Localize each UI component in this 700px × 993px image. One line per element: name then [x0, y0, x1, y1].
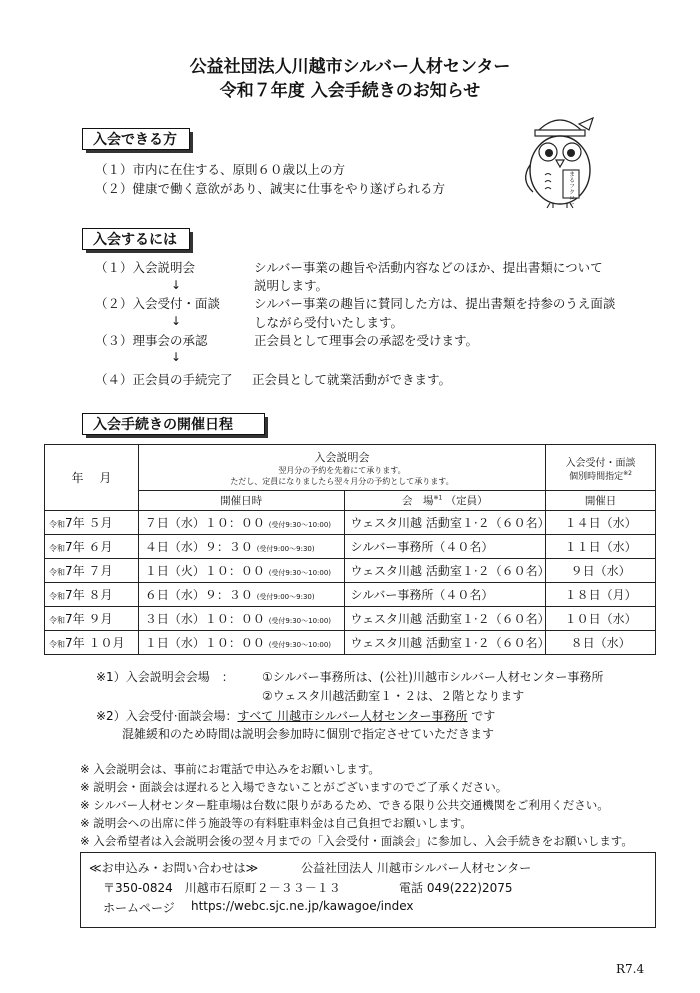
- row-reception-time: (受付9:30～10:00): [268, 617, 332, 625]
- row-date: ７日（水）１０：００: [144, 516, 265, 530]
- row-venue: ウェスタ川越 活動室１·２（６０名）: [344, 511, 546, 535]
- row-year-month: [45, 631, 139, 655]
- step-3-desc: 正会員として理事会の承認を受けます。: [254, 333, 479, 348]
- row-ym-value: 7年 １０月: [65, 636, 125, 650]
- footnote-1-line-2: ②ウェスタ川越活動室１・２は、２階となります: [262, 689, 525, 703]
- step-4-label: （４）正会員の手続完了: [95, 372, 233, 387]
- row-year-month: [45, 559, 139, 583]
- section-heading-schedule: 入会手続きの開催日程: [82, 413, 265, 435]
- contact-homepage-label: ホームページ: [103, 901, 175, 915]
- row-date: ６日（水）９：３０: [144, 588, 253, 602]
- row-year-month: [45, 583, 139, 607]
- schedule-table: [44, 444, 656, 655]
- header-briefing-note-2: ただし、定員になりましたら翌々月分の予約として承ります。: [230, 476, 454, 486]
- row-interview-date: １８日（月）: [546, 583, 656, 607]
- footnote-2-underlined: すべて 川越市シルバー人材センター事務所: [237, 709, 468, 723]
- row-era: 令和: [49, 640, 65, 649]
- header-briefing-note-1: 翌月分の予約を先着にて承ります。: [278, 465, 406, 475]
- table-row: [45, 583, 656, 607]
- row-date: ４日（水）９：３０: [144, 540, 253, 554]
- subheader-datetime: 開催日時: [138, 491, 344, 511]
- row-interview-date: ８日（水）: [546, 631, 656, 655]
- header-reception-sub: 個別時間指定: [569, 471, 624, 482]
- contact-phone: 電話 049(222)2075: [399, 881, 513, 895]
- organization-title: 公益社団法人川越市シルバー人材センター: [189, 57, 511, 77]
- section-heading-eligible: 入会できる方: [82, 128, 190, 150]
- subheader-date: 開催日: [546, 491, 656, 511]
- footnote-2: [96, 707, 495, 724]
- table-row: [45, 535, 656, 559]
- row-reception-time: (受付9:30～10:00): [268, 641, 332, 649]
- step-1-desc: シルバー事業の趣旨や活動内容などのほか、提出書類について: [254, 260, 603, 275]
- row-venue: ウェスタ川越 活動室１·２（６０名）: [344, 631, 546, 655]
- footnote-2-line-2: 混雑緩和のため時間は説明会参加時に個別で指定させていただきます: [122, 727, 495, 741]
- row-interview-date: １０日（水）: [546, 607, 656, 631]
- row-year-month: [45, 511, 139, 535]
- step-1-label: （１）入会説明会: [95, 260, 196, 275]
- header-briefing: [138, 445, 545, 491]
- row-date: １日（水）１０：００: [144, 636, 265, 650]
- step-3-label: （３）理事会の承認: [95, 333, 208, 348]
- table-row: [45, 559, 656, 583]
- contact-box: [80, 852, 656, 928]
- subheader-venue: [344, 491, 546, 511]
- step-2-desc-cont: しながら受付いたします。: [254, 315, 404, 330]
- contact-homepage-link[interactable]: https://webc.sjc.ne.jp/kawagoe/index: [191, 899, 414, 913]
- note-5: ※ 入会希望者は入会説明会後の翌々月までの「入会受付・面談会」に参加し、入会手続きをお願いします。: [80, 834, 633, 848]
- row-era: 令和: [49, 616, 65, 625]
- document-code: R7.4: [616, 962, 645, 976]
- footnote-1-label: ※1）入会説明会会場 ：: [96, 670, 234, 684]
- row-ym-value: 7年 ５月: [65, 516, 113, 530]
- row-reception-time: (受付9:00～9:30): [256, 593, 315, 601]
- row-ym-value: 7年 ９月: [65, 612, 113, 626]
- row-datetime: [138, 559, 344, 583]
- subheader-venue-capacity: （定員）: [445, 495, 488, 507]
- note-3: ※ シルバー人材センター駐車場は台数に限りがあるため、できる限り公共交通機関をご利用ください。: [80, 798, 609, 812]
- row-reception-time: (受付9:30～10:00): [268, 569, 332, 577]
- arrow-down-icon: ↓: [171, 314, 182, 328]
- eligible-item-2: （２）健康で働く意欲があり、誠実に仕事をやり遂げられる方: [95, 181, 446, 196]
- row-venue: ウェスタ川越 活動室１·２（６０名）: [344, 607, 546, 631]
- footnote-2-label: ※2）入会受付·面談会場：: [96, 709, 238, 723]
- footnote-2-tail: です: [467, 709, 496, 723]
- contact-label: ≪お申込み・お問い合わせは≫: [89, 861, 259, 875]
- row-datetime: [138, 607, 344, 631]
- row-date: ３日（水）１０：００: [144, 612, 265, 626]
- contact-org: 公益社団法人 川越市シルバー人材センター: [301, 861, 532, 875]
- table-row: [45, 631, 656, 655]
- subheader-venue-label: 会 場: [401, 495, 434, 507]
- owl-mascot-icon: [515, 110, 605, 210]
- page-title: 令和７年度 入会手続きのお知らせ: [219, 81, 481, 101]
- arrow-down-icon: ↓: [171, 278, 182, 292]
- footnote-mark-1: ※1: [433, 494, 443, 502]
- row-ym-value: 7年 ８月: [65, 588, 113, 602]
- row-venue: シルバー事務所（４０名）: [344, 583, 546, 607]
- row-reception-time: (受付9:30～10:00): [268, 521, 332, 529]
- footnote-1-line-1: ①シルバー事務所は、(公社)川越市シルバー人材センター事務所: [262, 670, 604, 684]
- header-reception-title: 入会受付・面談: [565, 457, 636, 469]
- row-interview-date: １４日（水）: [546, 511, 656, 535]
- step-1-desc-cont: 説明します。: [254, 278, 329, 293]
- row-ym-value: 7年 ７月: [65, 564, 113, 578]
- contact-address: 〒350-0824 川越市石原町２－３３－１３: [103, 881, 341, 895]
- row-datetime: [138, 511, 344, 535]
- row-venue: シルバー事務所（４０名）: [344, 535, 546, 559]
- step-2-label: （２）入会受付・面談: [95, 296, 221, 311]
- row-era: 令和: [49, 544, 65, 553]
- note-4: ※ 説明会への出席に伴う施設等の有料駐車料金は自己負担でお願いします。: [80, 816, 472, 830]
- section-heading-howto: 入会するには: [82, 228, 190, 250]
- row-datetime: [138, 583, 344, 607]
- row-venue: ウェスタ川越 活動室１·２（６０名）: [344, 559, 546, 583]
- step-4-desc: 正会員として就業活動ができます。: [252, 372, 452, 387]
- row-datetime: [138, 631, 344, 655]
- row-ym-value: 7年 ６月: [65, 540, 113, 554]
- header-reception: [546, 445, 656, 491]
- note-1: ※ 入会説明会は、事前にお電話で申込みをお願いします。: [80, 762, 380, 776]
- row-datetime: [138, 535, 344, 559]
- step-2-desc: シルバー事業の趣旨に賛同した方は、提出書類を持参のうえ面談: [254, 296, 616, 311]
- footnote-mark-2: ※2: [623, 469, 632, 477]
- arrow-down-icon: ↓: [171, 350, 182, 364]
- row-date: １日（火）１０：００: [144, 564, 265, 578]
- header-briefing-title: 入会説明会: [314, 450, 370, 464]
- row-interview-date: １１日（水）: [546, 535, 656, 559]
- row-interview-date: ９日（水）: [546, 559, 656, 583]
- row-era: 令和: [49, 568, 65, 577]
- row-reception-time: (受付9:00～9:30): [256, 545, 315, 553]
- row-era: 令和: [49, 592, 65, 601]
- eligible-item-1: （１）市内に在住する、原則６０歳以上の方: [95, 162, 346, 177]
- table-row: [45, 511, 656, 535]
- row-year-month: [45, 535, 139, 559]
- row-year-month: [45, 607, 139, 631]
- header-year-month: 年 月: [45, 445, 139, 511]
- mascot-bib-label: まるフクロー: [569, 172, 575, 208]
- row-era: 令和: [49, 520, 65, 529]
- note-2: ※ 説明会・面談会は遅れると入場できないことがございますのでご了承ください。: [80, 780, 508, 794]
- table-row: [45, 607, 656, 631]
